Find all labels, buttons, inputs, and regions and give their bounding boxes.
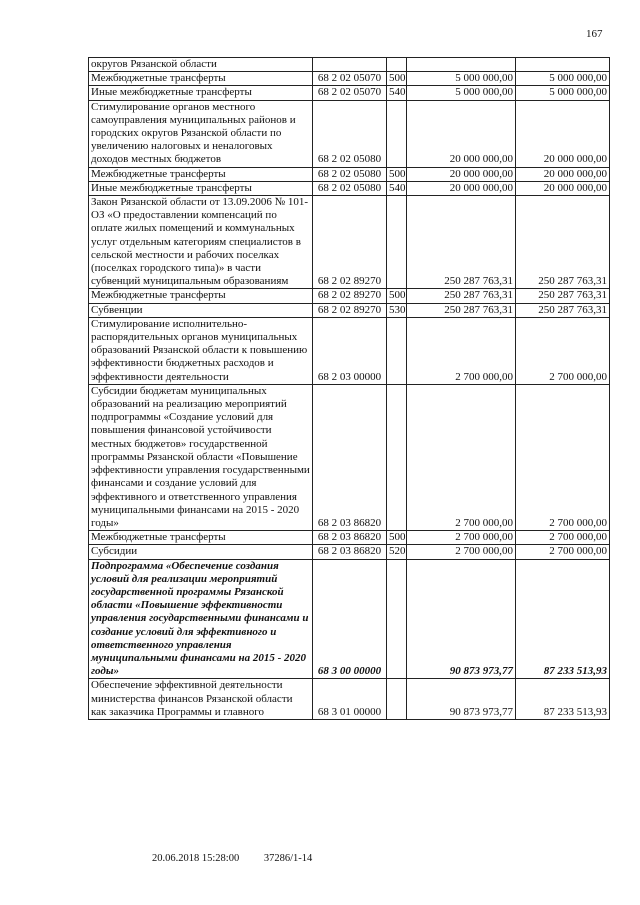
target-code-cell: 68 2 02 05070 [313, 86, 387, 100]
item-name-cell: Межбюджетные трансферты [89, 531, 313, 545]
table-row [89, 86, 610, 100]
page-number: 167 [586, 28, 603, 40]
amount-year1-cell: 250 287 763,31 [407, 303, 516, 317]
table-row [89, 289, 610, 303]
expense-type-cell: 540 [387, 181, 407, 195]
target-code-cell: 68 2 02 05070 [313, 72, 387, 86]
expense-type-cell: 500 [387, 289, 407, 303]
item-name-cell: округов Рязанской области [89, 58, 313, 72]
footer-doc-id: 37286/1-14 [263, 853, 313, 864]
amount-year2-cell: 2 700 000,00 [516, 531, 610, 545]
amount-year2-cell: 5 000 000,00 [516, 86, 610, 100]
footer-timestamp: 20.06.2018 15:28:00 [152, 853, 240, 864]
expense-type-cell [387, 196, 407, 289]
amount-year2-cell: 5 000 000,00 [516, 72, 610, 86]
item-name-cell: Иные межбюджетные трансферты [89, 86, 313, 100]
expense-type-cell: 540 [387, 86, 407, 100]
amount-year1-cell: 2 700 000,00 [407, 545, 516, 559]
amount-year1-cell: 20 000 000,00 [407, 181, 516, 195]
amount-year1-cell: 2 700 000,00 [407, 317, 516, 384]
expense-type-cell: 500 [387, 72, 407, 86]
amount-year2-cell: 250 287 763,31 [516, 303, 610, 317]
amount-year1-cell: 90 873 973,77 [407, 679, 516, 720]
amount-year1-cell: 5 000 000,00 [407, 86, 516, 100]
footer [152, 853, 334, 864]
amount-year2-cell: 87 233 513,93 [516, 679, 610, 720]
item-name-cell: Субвенции [89, 303, 313, 317]
amount-year2-cell: 87 233 513,93 [516, 559, 610, 679]
item-name-cell: Субсидии [89, 545, 313, 559]
amount-year2-cell: 20 000 000,00 [516, 167, 610, 181]
expense-type-cell [387, 679, 407, 720]
item-name-cell: Субсидии бюджетам муниципальных образований на реализацию мероприятий подпрограммы «Создание условий для повышения финансовой устойчивости местных бюджетов» государственной программы Рязанской области «Повышение эффективности управления государственными финансами и создание условий для эффективного и ответственного управления муниципальными финансами на 2015 - 2020 годы» [89, 384, 313, 530]
expense-type-cell: 500 [387, 167, 407, 181]
expense-type-cell: 500 [387, 531, 407, 545]
item-name-cell: Межбюджетные трансферты [89, 289, 313, 303]
amount-year2-cell: 250 287 763,31 [516, 289, 610, 303]
amount-year1-cell: 2 700 000,00 [407, 531, 516, 545]
table-row [89, 679, 610, 720]
expense-type-cell: 520 [387, 545, 407, 559]
amount-year1-cell: 250 287 763,31 [407, 196, 516, 289]
amount-year1-cell: 20 000 000,00 [407, 100, 516, 167]
table-row [89, 181, 610, 195]
expense-type-cell [387, 317, 407, 384]
amount-year1-cell: 90 873 973,77 [407, 559, 516, 679]
target-code-cell: 68 2 03 86820 [313, 384, 387, 530]
amount-year2-cell: 2 700 000,00 [516, 545, 610, 559]
table-row [89, 100, 610, 167]
item-name-cell: Подпрограмма «Обеспечение создания условий для реализации мероприятий государственной программы Рязанской области «Повышение эффективности управления государственными финансами и создание условий для эффективного и ответственного управления муниципальными финансами на 2015 - 2020 годы» [89, 559, 313, 679]
amount-year2-cell: 250 287 763,31 [516, 196, 610, 289]
amount-year1-cell: 5 000 000,00 [407, 72, 516, 86]
amount-year1-cell: 250 287 763,31 [407, 289, 516, 303]
amount-year2-cell: 2 700 000,00 [516, 317, 610, 384]
budget-table [88, 57, 610, 720]
target-code-cell [313, 58, 387, 72]
table-row [89, 167, 610, 181]
table-row [89, 317, 610, 384]
item-name-cell: Закон Рязанской области от 13.09.2006 № 101-ОЗ «О предоставлении компенсаций по оплате жилых помещений и коммунальных услуг отдельным категориям специалистов в сельской местности и рабочих поселках (поселках городского типа)» в части субвенций муниципальным образованиям [89, 196, 313, 289]
amount-year2-cell: 20 000 000,00 [516, 181, 610, 195]
target-code-cell: 68 3 01 00000 [313, 679, 387, 720]
table-row [89, 384, 610, 530]
amount-year1-cell: 2 700 000,00 [407, 384, 516, 530]
table-row [89, 196, 610, 289]
target-code-cell: 68 3 00 00000 [313, 559, 387, 679]
target-code-cell: 68 2 03 86820 [313, 531, 387, 545]
expense-type-cell [387, 559, 407, 679]
amount-year1-cell: 20 000 000,00 [407, 167, 516, 181]
expense-type-cell [387, 384, 407, 530]
item-name-cell: Обеспечение эффективной деятельности министерства финансов Рязанской области как заказчика Программы и главного [89, 679, 313, 720]
item-name-cell: Межбюджетные трансферты [89, 72, 313, 86]
item-name-cell: Стимулирование исполнительно-распорядительных органов муниципальных образований Рязанской области к повышению эффективности бюджетных расходов и эффективности деятельности [89, 317, 313, 384]
target-code-cell: 68 2 02 05080 [313, 167, 387, 181]
item-name-cell: Межбюджетные трансферты [89, 167, 313, 181]
target-code-cell: 68 2 02 89270 [313, 303, 387, 317]
item-name-cell: Иные межбюджетные трансферты [89, 181, 313, 195]
expense-type-cell [387, 58, 407, 72]
target-code-cell: 68 2 03 00000 [313, 317, 387, 384]
amount-year1-cell [407, 58, 516, 72]
target-code-cell: 68 2 02 05080 [313, 100, 387, 167]
target-code-cell: 68 2 02 89270 [313, 289, 387, 303]
expense-type-cell: 530 [387, 303, 407, 317]
target-code-cell: 68 2 02 89270 [313, 196, 387, 289]
item-name-cell: Стимулирование органов местного самоуправления муниципальных районов и городских округов Рязанской области по увеличению налоговых и неналоговых доходов местных бюджетов [89, 100, 313, 167]
amount-year2-cell: 20 000 000,00 [516, 100, 610, 167]
table-row [89, 545, 610, 559]
expense-type-cell [387, 100, 407, 167]
amount-year2-cell [516, 58, 610, 72]
target-code-cell: 68 2 02 05080 [313, 181, 387, 195]
table-row [89, 559, 610, 679]
table-row [89, 303, 610, 317]
table-row [89, 58, 610, 72]
target-code-cell: 68 2 03 86820 [313, 545, 387, 559]
amount-year2-cell: 2 700 000,00 [516, 384, 610, 530]
table-row [89, 72, 610, 86]
table-row [89, 531, 610, 545]
